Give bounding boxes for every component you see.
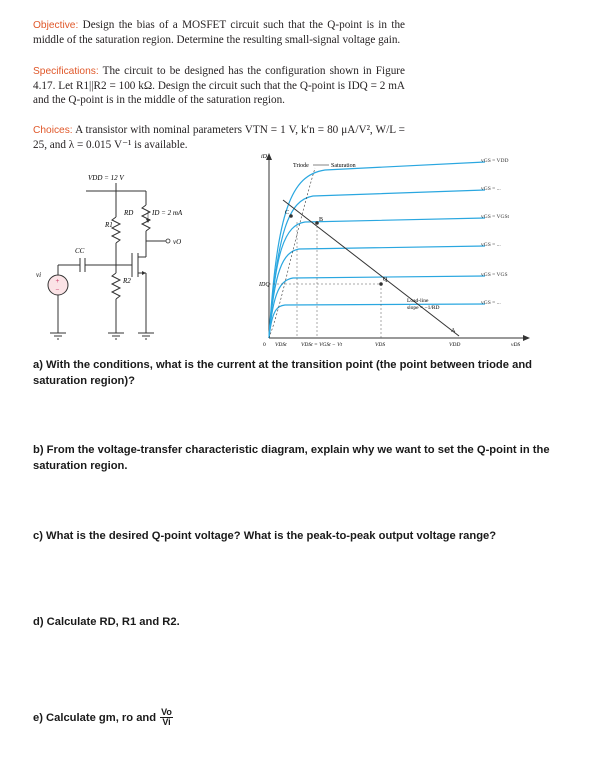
idq-label: IDQ [259, 282, 270, 288]
gain-fraction [160, 708, 173, 727]
choices-label: Choices: [33, 125, 73, 136]
point-b-label: B [319, 217, 324, 223]
curve-label-3: vGS = VGSt [481, 214, 510, 220]
curve-label-1: vGS = VDD [481, 158, 509, 164]
curve-label-5: vGS = VGS [481, 272, 508, 278]
source-arrow [142, 271, 146, 275]
specifications-label: Specifications: [33, 66, 99, 77]
x-label-vdst: VDSt = VGSt − Vt [301, 342, 343, 348]
choices-text: A transistor with nominal parameters VTN = 1 V, k′n = 80 μA/V², W/L = 25, and λ = 0.015 V⁻¹ is available. [33, 124, 405, 152]
point-c-label: C [285, 210, 290, 216]
x-label-vds-axis: vDS [511, 342, 521, 348]
curve-label-2: vGS = ... [481, 186, 501, 192]
curve-4 [269, 246, 485, 338]
x-label-vdd: VDD [449, 342, 461, 348]
point-c-marker [289, 214, 293, 218]
id-label: ID = 2 mA [152, 209, 183, 217]
cc-label: CC [75, 247, 85, 255]
question-c: c) What is the desired Q-point voltage? What is the peak-to-peak output voltage range? [33, 530, 497, 542]
loadline-slope-label: slope = −1/RD [407, 305, 440, 311]
output-terminal [166, 239, 170, 243]
source-minus-sign: − [55, 286, 60, 294]
loadline-label: Load-line [407, 298, 429, 304]
y-axis-label: iD [261, 154, 267, 160]
vi-label: vi [36, 271, 42, 279]
objective-paragraph [33, 18, 405, 47]
source-plus-sign: + [55, 277, 60, 285]
curve-label-4: vGS = ... [481, 242, 501, 248]
x-label-origin: 0 [263, 342, 266, 348]
question-b: b) From the voltage-transfer characteristic diagram, explain why we want to set the Q-point in the saturation region. [33, 444, 550, 472]
x-label-vdst-b: VDSt [275, 342, 287, 348]
specifications-paragraph [33, 64, 405, 108]
question-e [33, 708, 578, 727]
circuit-diagram [28, 165, 268, 365]
id-arrowhead [146, 219, 150, 223]
specifications-text: The circuit to be designed has the configuration shown in Figure 4.17. Let R1||R2 = 100 kΩ. Design the circuit such that the Q-point is IDQ = 2 mA and the Q-point is in the middle of the saturation region. [33, 65, 405, 107]
objective-label: Objective: [33, 20, 79, 31]
x-axis-arrow [523, 335, 530, 341]
choices-paragraph [33, 123, 405, 152]
question-a: a) With the conditions, what is the current at the transition point (the point between triode and saturation region)? [33, 359, 532, 387]
point-a-label: A [451, 328, 456, 334]
triode-saturation-boundary [269, 168, 315, 338]
fraction-denominator: Vi [162, 717, 171, 727]
objective-text: Design the bias of a MOSFET circuit such that the Q-point is in the middle of the saturation region. Determine the resulting small-signal voltage gain. [33, 19, 406, 47]
vo-label: vO [173, 238, 182, 246]
curve-label-6: vGS = ... [481, 300, 501, 306]
x-label-vds: VDS [375, 342, 386, 348]
triode-label: Triode [293, 163, 309, 169]
point-q-label: Q [383, 277, 388, 283]
question-d: d) Calculate RD, R1 and R2. [33, 616, 180, 628]
r1-label: R1 [105, 221, 113, 229]
vdd-label: VDD = 12 V [88, 174, 124, 182]
fraction-numerator: Vo [161, 707, 172, 717]
r2-label: R2 [123, 277, 131, 285]
curve-1 [269, 162, 485, 338]
characteristics-graph [255, 150, 590, 350]
saturation-label: Saturation [331, 163, 356, 169]
curve-2 [269, 190, 485, 338]
question-e-text: e) Calculate gm, ro and [33, 711, 157, 724]
rd-label: RD [124, 209, 134, 217]
